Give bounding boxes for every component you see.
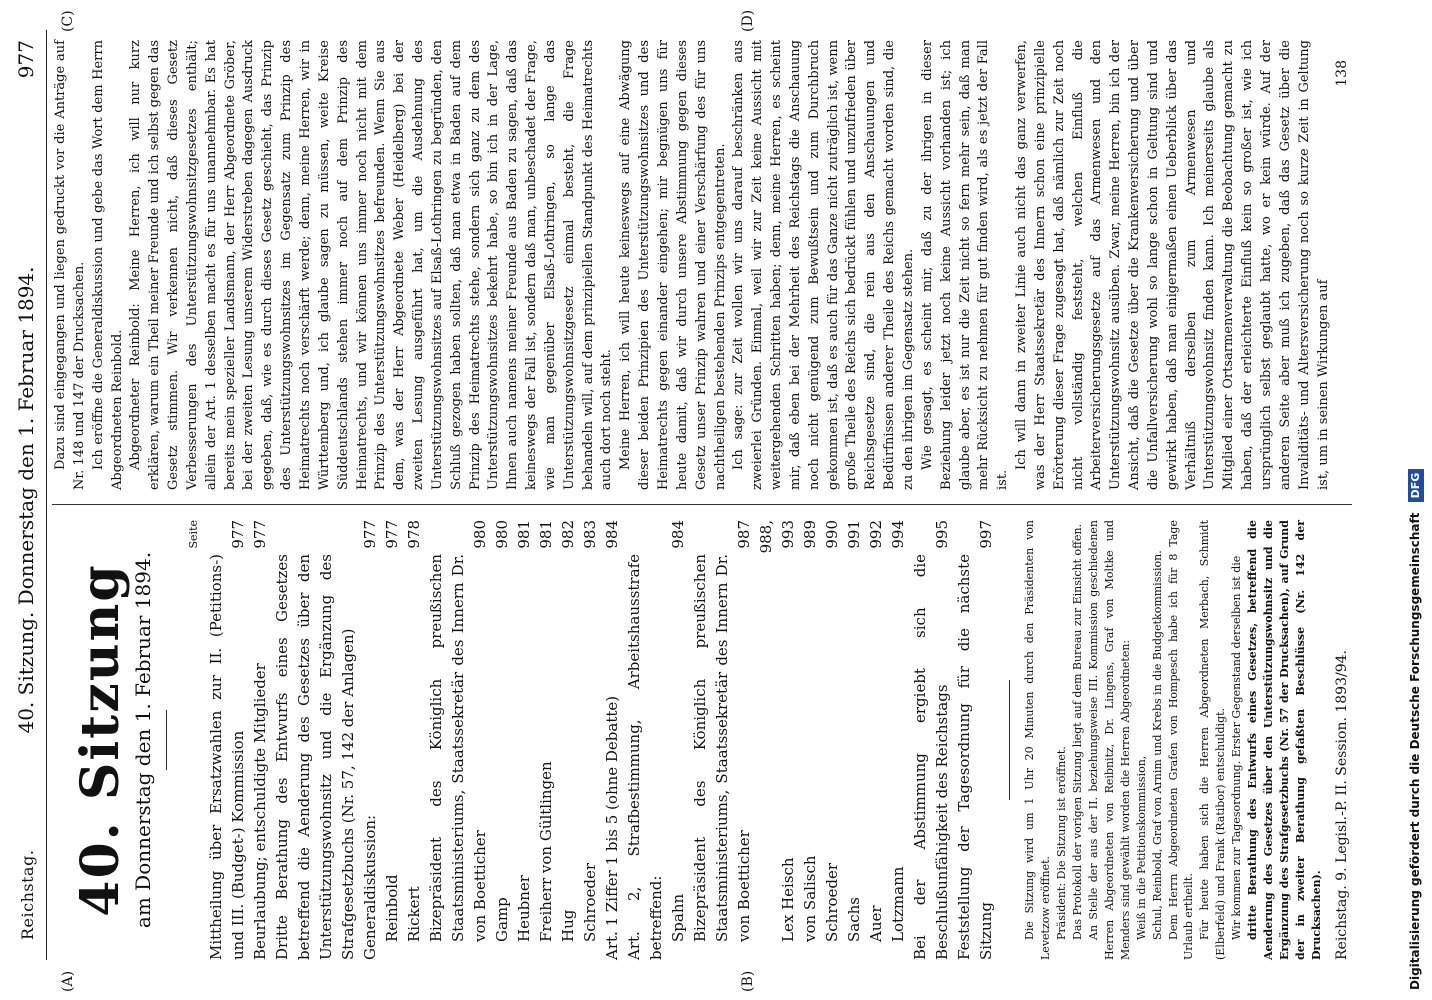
toc-page-number: 978 [404, 520, 423, 549]
toc-entry-text: Reinbold [382, 874, 401, 942]
column-divider [52, 504, 1352, 505]
toc-entry-text: Spahn [668, 893, 687, 942]
toc-row [249, 520, 271, 960]
toc-row [359, 520, 381, 960]
right-column [52, 40, 1351, 490]
toc-entry-text: Schroeder [580, 862, 599, 942]
toc-row [799, 520, 821, 960]
toc-head: Seite [186, 520, 200, 549]
toc-row [271, 520, 359, 960]
page-number: 977 [14, 40, 38, 79]
toc-row [953, 520, 997, 960]
header-left: Reichstag. [18, 849, 37, 940]
toc-entry-text: Art. 1 Ziffer 1 bis 5 (ohne Debatte) [602, 695, 621, 960]
toc-page-number: 981 [514, 520, 533, 549]
section-rule [1009, 680, 1010, 800]
right-body [52, 40, 1333, 490]
toc-row [689, 520, 755, 960]
margin-mark-a: (A) [60, 970, 76, 992]
toc-row [821, 520, 843, 960]
left-paragraph: Die Sitzung wird um 1 Uhr 20 Minuten durch den Präsidenten von Levetzow eröffnet. [1022, 520, 1052, 960]
toc-entry-text: Heubner [514, 875, 533, 942]
toc-entry-text: Generaldiskussion: [360, 814, 379, 960]
right-paragraph: Ich eröffne die Generaldiskussion und gebe das Wort dem Herrn Abgeordneten Reinbold. [90, 40, 125, 490]
toc-entry-text: Bizepräsident des Königlich preußischen Staatsministeriums, Staatssekretär des Innern Dr. von Boetticher [690, 554, 753, 942]
toc-entry-text: Auer [866, 905, 885, 942]
toc-page-number: 982 [558, 520, 577, 549]
left-body [1022, 520, 1325, 960]
toc-page-number: 988, 993 [756, 520, 797, 554]
toc-page-number: 991 [844, 520, 863, 549]
toc-entry-text: Lotzmann [888, 866, 907, 942]
toc-page-number: 977 [228, 520, 247, 549]
toc-row [381, 520, 403, 960]
right-paragraph: Ich will dann in zweiter Linie auch nicht das ganz verwerfen, was der Herr Staatssekretär des Innern schon eine prinzipielle Erörterung dieser Frage zugesagt hat, daß nämlich zur Zeit noch nicht vollständig feststeht, welchen Einfluß die Arbeiterversicherungsgesetze auf das Armenwesen und den Unterstützungswohnsitz ausüben. Zwar, meine Herren, bin ich der Ansicht, daß die Gesetze über die Krankenversicherung und über die Unfallversicherung wohl so lange schon in Geltung sind und gewirkt haben, daß man einigermaßen einen Ueberblick über das Verhältniß derselben zum Armenwesen und Unterstützungswohnsitz finden kann. Ich meinerseits glaube als Mitglied einer Ortsarmenverwaltung die Beobachtung gemacht zu haben, daß der erleichterte Einfluß kein so großer ist, wie ich ursprünglich selbst geglaubt hatte, wo er kein würde. Auf der anderen Seite aber muß ich zugeben, daß das Gesetz über die Invaliditäts- und Altersversicherung noch so kurze Zeit in Geltung ist, um in seinen Wirkungen auf [1014, 40, 1331, 490]
left-paragraph: Für heute haben sich die Herren Abgeordneten Merbach, Schmidt (Elberfeld) und Frank (Ratibor) entschuldigt. [1198, 520, 1228, 960]
toc-row [579, 520, 601, 960]
toc-row [403, 520, 425, 960]
toc-page-number: 984 [602, 520, 621, 549]
toc-entry-text: Feststellung der Tagesordnung für die nächste Sitzung [954, 554, 995, 960]
title-rule [166, 710, 167, 770]
toc-entry-text: Art. 2, Strafbestimmung, Arbeitshausstrafe betreffend: [624, 554, 665, 960]
toc-row [909, 520, 953, 960]
margin-mark-d: (D) [740, 9, 756, 32]
toc-entry-text: Rickert [404, 886, 423, 942]
toc-row [535, 520, 557, 960]
toc-page-number: 984 [668, 520, 687, 549]
toc-page-number: 987 [734, 520, 753, 549]
digitization-credit [1402, 10, 1428, 990]
session-title: 40. Sitzung [70, 563, 131, 917]
toc-row [843, 520, 865, 960]
toc-entry-text: Beurlaubung; entschuldigte Mitglieder [250, 663, 269, 960]
dfg-logo-badge: DFG [1408, 469, 1424, 503]
toc-row [667, 520, 689, 960]
toc-entry-text: Bizepräsident des Königlich preußischen Staatsministeriums, Staatssekretär des Innern Dr. von Boetticher [426, 554, 489, 942]
header-rule [46, 30, 47, 960]
toc-row [865, 520, 887, 960]
toc-page-number: 994 [888, 520, 907, 549]
left-paragraph: Präsident: Die Sitzung ist eröffnet. [1054, 746, 1068, 940]
toc-page-number: 977 [360, 520, 379, 549]
toc-page-number: 980 [470, 520, 489, 549]
toc-row [513, 520, 535, 960]
margin-mark-b: (B) [740, 970, 756, 992]
toc-entry-text: Schroeder [822, 862, 841, 942]
toc-entry-text: Hug [558, 909, 577, 942]
left-paragraph: Das Protokoll der vorigen Sitzung liegt auf dem Bureau zur Einsicht offen. [1070, 523, 1084, 940]
toc-entry-text: Freiherr von Gültlingen [536, 761, 555, 942]
session-date: am Donnerstag den 1. Februar 1894. [131, 551, 155, 929]
toc-page-number: 997 [976, 520, 995, 549]
toc-row [755, 520, 799, 960]
left-footer: Reichstag. 9. Legisl.-P. II. Session. 1893/94. [1334, 650, 1351, 960]
right-paragraph: Ich sage: zur Zeit wollen wir uns darauf beschränken aus zweierlei Gründen. Einmal, weil wir zur Zeit keine Aussicht mit weitergehenden Schritten haben; denn, meine Herren, es scheint mir, daß eben bei der Mehrheit des Reichstags die Anschauung noch nicht genügend zum Bewußtsein und zum Durchbruch gekommen ist, daß es auch für das Ganze nicht zuträglich ist, wenn große Theile des Reichs sich bedrückt fühlen und unzufrieden über Reichsgesetze sind, die rein aus den Anschauungen und Bedürfnissen anderer Theile des Reichs gemacht worden sind, die zu den ihrigen im Gegensatz stehen. [731, 40, 916, 490]
toc-page-number: 983 [580, 520, 599, 549]
toc-page-number: 989 [800, 520, 819, 549]
toc-entry-text: Lex Heisch [778, 857, 797, 942]
toc-entry-text: Bei der Abstimmung ergiebt sich die Beschlußunfähigkeit des Reichstags [910, 554, 951, 960]
toc-row [205, 520, 249, 960]
toc-row [623, 520, 667, 960]
toc-entry-text: Gamp [492, 897, 511, 942]
left-paragraph: Dem Herrn Abgeordneten Grafen von Hompesch habe ich für 8 Tage Urlaub ertheilt. [1166, 520, 1196, 960]
left-column [52, 520, 1351, 960]
credit-text: Digitalisierung gefördert durch die Deutsche Forschungsgemeinschaft [1408, 512, 1422, 990]
right-paragraph: Wie gesagt, es scheint mir, daß zu der ihrigen in dieser Beziehung leider jetzt noch keine Aussicht vorhanden ist; ich glaube aber, es ist nur die Zeit nicht so fern mehr sein, daß man mehr Rücksicht zu nehmen für gut finden wird, als es jetzt der Fall ist. [919, 40, 1011, 490]
right-paragraph: Dazu sind eingegangen und liegen gedruckt vor die Anträge auf Nr. 148 und 147 der Drucksachen. [53, 40, 87, 490]
toc-row [601, 520, 623, 960]
toc-row [887, 520, 909, 960]
left-paragraph: An Stelle der aus der II. beziehungsweise III. Kommission geschiedenen Herren Abgeordneten von Reibnitz, Dr. Lingens, Graf von Moltke und Menders sind gewählt worden die Herren Abgeordneten: [1086, 520, 1132, 960]
margin-mark-c: (C) [60, 10, 76, 32]
left-paragraph: dritte Berathung des Entwurfs eines Gesetzes, betreffend die Aenderung des Gesetzes über den Unterstützungswohnsitz und die Ergänzung des Strafgesetzbuchs (Nr. 57 der Drucksachen), auf Grund der in zweiter Berathung gefaßten Beschlüsse (Nr. 142 der Drucksachen). [1246, 520, 1324, 960]
toc-page-number: 990 [822, 520, 841, 549]
toc-page-number: 981 [536, 520, 555, 549]
right-footer: 138 [1334, 60, 1351, 87]
toc-entry-text: von Salisch [800, 855, 819, 942]
toc-page-number: 977 [250, 520, 269, 549]
right-paragraph: Meine Herren, ich will heute keineswegs auf eine Abwägung dieser beiden Prinzipien des Unterstützungswohnsitzes und des Heimatrechts gegen einander eingehen; mir begnügen uns für heute damit, daß wir durch unsere Abstimmung gegen dieses Gesetz unser Prinzip wahren und einer Verschärfung des für uns nachtheiligen bestehenden Prinzips entgegentreten. [618, 40, 728, 490]
table-of-contents [183, 520, 997, 960]
toc-page-number: 980 [492, 520, 511, 549]
toc-page-number: 995 [932, 520, 951, 549]
toc-row [425, 520, 491, 960]
toc-row [557, 520, 579, 960]
toc-page-number: 992 [866, 520, 885, 549]
left-paragraph: Schul, Reinbold, Graf von Arnim und Krebs in die Budgetkommission. [1150, 550, 1164, 940]
toc-entry-text: Mittheilung über Ersatzwahlen zur II. (Petitions-) und III. (Budget-) Kommission [206, 554, 247, 960]
toc-entry-text: Dritte Berathung des Entwurfs eines Gesetzes betreffend die Aenderung des Gesetzes über den Unterstützungswohnsitz und die Ergänzung des Strafgesetzbuchs (Nr. 57, 142 der Anlagen) [272, 554, 357, 960]
header-title: 40. Sitzung. Donnerstag den 1. Februar 1894. [14, 266, 38, 734]
right-paragraph: Abgeordneter Reinbold: Meine Herren, ich will nur kurz erklären, warum ein Theil meiner Freunde und ich selbst gegen das Gesetz stimmen. Wir verkennen nicht, daß dieses Gesetz Verbesserungen des Unterstützungswohnsitzgesetzes enthält; allein der Art. 1 desselben macht es für uns unannehmbar. Es hat bereits mein spezieller Landsmann, der Herr Abgeordnete Gröber, bei der zweiten Lesung unserem Widerstreben dagegen Ausdruck gegeben, daß, wie es durch dieses Gesetz geschieht, das Prinzip des Unterstützungswohnsitzes im Gegensatz zum Prinzip des Heimatrechts noch verschärft werde; denn, meine Herren, wir in Württemberg und, ich glaube sagen zu müssen, weite Kreise Süddeutschlands stehen immer noch auf dem Prinzip des Heimatrechts, und wir können uns immer noch nicht mit dem Prinzip des Unterstützungswohnsitzes befreunden. Wenn Sie aus dem, was der Herr Abgeordnete Weber (Heidelberg) bei der zweiten Lesung ausgeführt hat, um die Ausdehnung des Unterstützungswohnsitzes auf Elsaß-Lothringen zu begründen, den Schluß gezogen haben sollten, daß man etwa in Baden auf dem Prinzip des Heimatrechts stehe, sondern sich ganz zu dem des Unterstützungswohnsitzes bekehrt habe, so bin ich in der Lage, Ihnen auch namens meiner Freunde aus Baden zu sagen, daß das keineswegs der Fall ist, sondern daß man, unbeschadet der Frage, wie man gegenüber Elsaß-Lothringen, so lange das Unterstützungswohnsitzgesetz einmal besteht, die Frage behandeln will, auf dem prinzipiellen Standpunkt des Heimatrechts auch dort noch steht. [128, 40, 615, 490]
left-paragraph: Weiß in die Petitionskommission, [1134, 755, 1148, 940]
left-paragraph: Wir kommen zur Tagesordnung. Erster Gegenstand derselben ist die [1230, 555, 1244, 940]
toc-page-number: 977 [382, 520, 401, 549]
toc-entry-text: Sachs [844, 897, 863, 942]
toc-row [491, 520, 513, 960]
